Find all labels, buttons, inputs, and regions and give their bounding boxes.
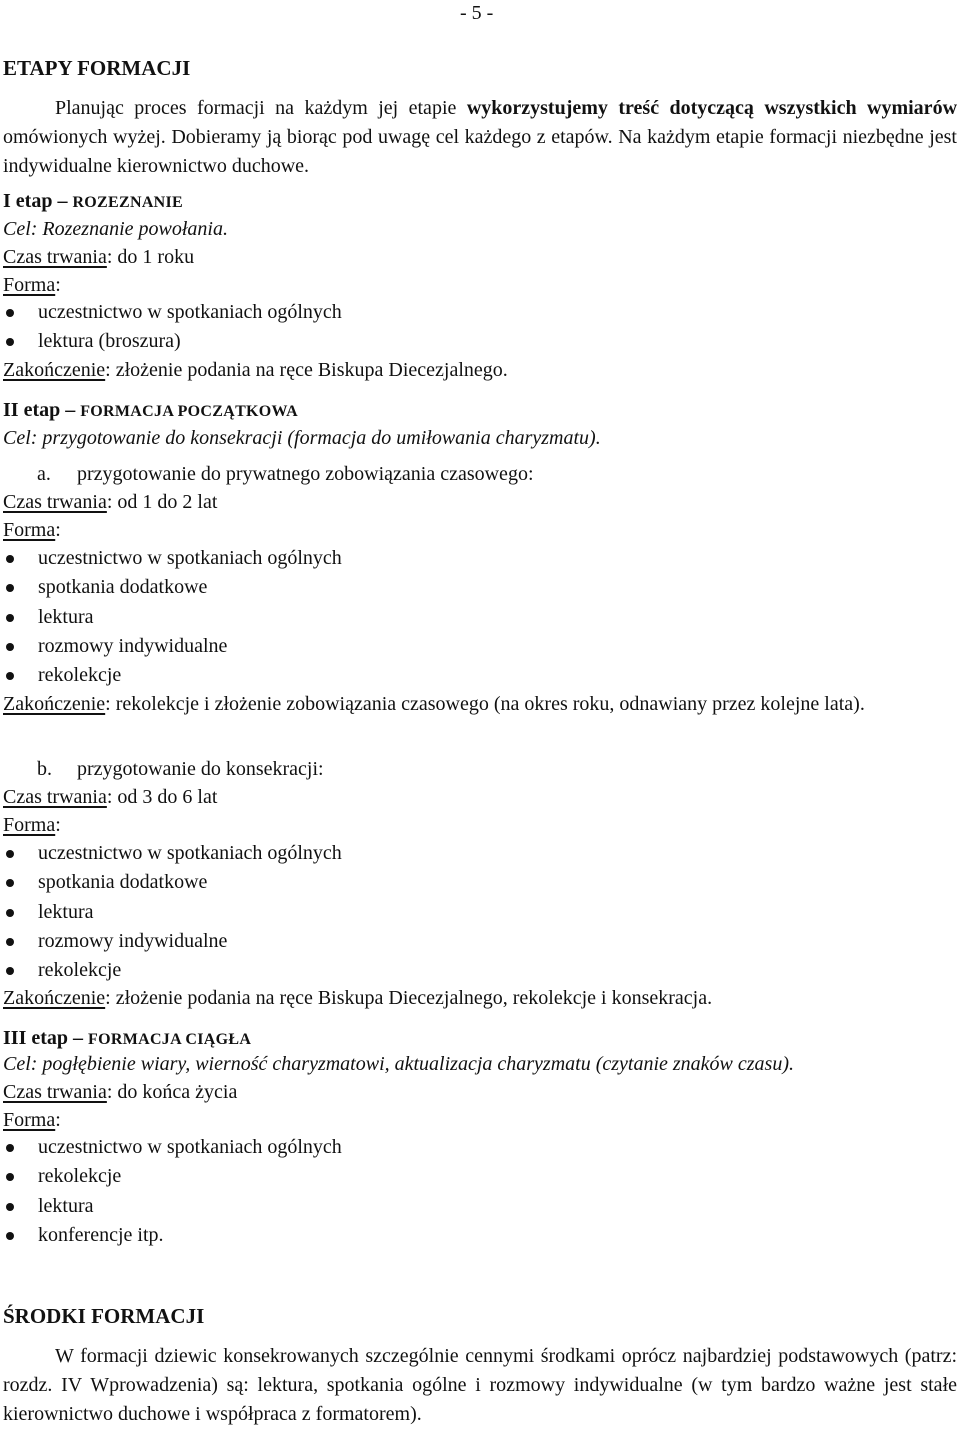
page-number: - 5 - [460, 2, 494, 24]
list-item: konferencje itp. [3, 1221, 342, 1250]
stage-3-goal: Cel: pogłębienie wiary, wierność charyzmatowi, aktualizacja charyzmatu (czytanie znaków czasu). [3, 1053, 794, 1075]
list-item: uczestnictwo w spotkaniach ogólnych [3, 1133, 342, 1162]
stage-1-form-list [3, 298, 342, 357]
list-item: lektura [3, 603, 342, 632]
stage-2b-form-label: Forma: [3, 814, 61, 836]
stage-2a-duration: Czas trwania: od 1 do 2 lat [3, 491, 218, 513]
stage-3-header: III etap – FORMACJA CIĄGŁA [3, 1027, 252, 1049]
stage-2a-conclusion: Zakończenie: rekolekcje i złożenie zobowiązania czasowego (na okres roku, odnawiany przez kolejne lata). [3, 693, 865, 715]
section-heading-etapy: ETAPY FORMACJI [3, 56, 191, 80]
intro-emphasis: wykorzystujemy treść dotyczącą wszystkich wymiarów [466, 97, 958, 119]
stage-1-header: I etap – ROZEZNANIE [3, 190, 184, 212]
stage-3-form-list [3, 1133, 342, 1250]
intro-paragraph: Planując proces formacji na każdym jej etapie wykorzystujemy treść dotyczącą wszystkich wymiarów omówionych wyżej. Dobieramy ją biorąc pod uwagę cel każdego z etapów. Na każdym etapie formacji niezbędne jest indywidualne kierownictwo duchowe. [3, 97, 958, 177]
list-item: lektura (broszura) [3, 327, 342, 356]
list-item: uczestnictwo w spotkaniach ogólnych [3, 839, 342, 868]
stage-3-form-label: Forma: [3, 1109, 61, 1131]
list-item: rekolekcje [3, 1162, 342, 1191]
stage-1-duration: Czas trwania: do 1 roku [3, 246, 195, 268]
stage-2a-form-label: Forma: [3, 519, 61, 541]
list-item: uczestnictwo w spotkaniach ogólnych [3, 298, 342, 327]
stage-3-duration: Czas trwania: do końca życia [3, 1081, 238, 1103]
list-item: uczestnictwo w spotkaniach ogólnych [3, 544, 342, 573]
list-item: lektura [3, 1192, 342, 1221]
list-item: spotkania dodatkowe [3, 868, 342, 897]
stage-2b-conclusion: Zakończenie: złożenie podania na ręce Biskupa Diecezjalnego, rekolekcje i konsekracja. [3, 987, 713, 1009]
stage-2b-heading: b. przygotowanie do konsekracji: [37, 758, 324, 780]
stage-2-goal: Cel: przygotowanie do konsekracji (formacja do umiłowania charyzmatu). [3, 427, 601, 449]
stage-1-goal: Cel: Rozeznanie powołania. [3, 218, 228, 240]
list-item: rozmowy indywidualne [3, 632, 342, 661]
section-heading-srodki: ŚRODKI FORMACJI [3, 1304, 205, 1328]
stage-2a-heading: a. przygotowanie do prywatnego zobowiązania czasowego: [37, 463, 534, 485]
list-item: lektura [3, 898, 342, 927]
stage-2b-duration: Czas trwania: od 3 do 6 lat [3, 786, 218, 808]
stage-2b-form-list [3, 839, 342, 985]
srodki-paragraph: W formacji dziewic konsekrowanych szczególnie cennymi środkami oprócz najbardziej podstawowych (patrz: rozdz. IV Wprowadzenia) są: lektura, spotkania ogólne i rozmowy indywidualne (w tym bardzo ważne jest stałe kierownictwo duchowe i współpraca z formatorem). [3, 1345, 957, 1425]
stage-2-header: II etap – FORMACJA POCZĄTKOWA [3, 399, 298, 421]
list-item: spotkania dodatkowe [3, 573, 342, 602]
stage-1-conclusion: Zakończenie: złożenie podania na ręce Biskupa Diecezjalnego. [3, 359, 508, 381]
list-item: rekolekcje [3, 661, 342, 690]
stage-2a-form-list [3, 544, 342, 690]
list-item: rozmowy indywidualne [3, 927, 342, 956]
list-item: rekolekcje [3, 956, 342, 985]
stage-1-form-label: Forma: [3, 274, 61, 296]
